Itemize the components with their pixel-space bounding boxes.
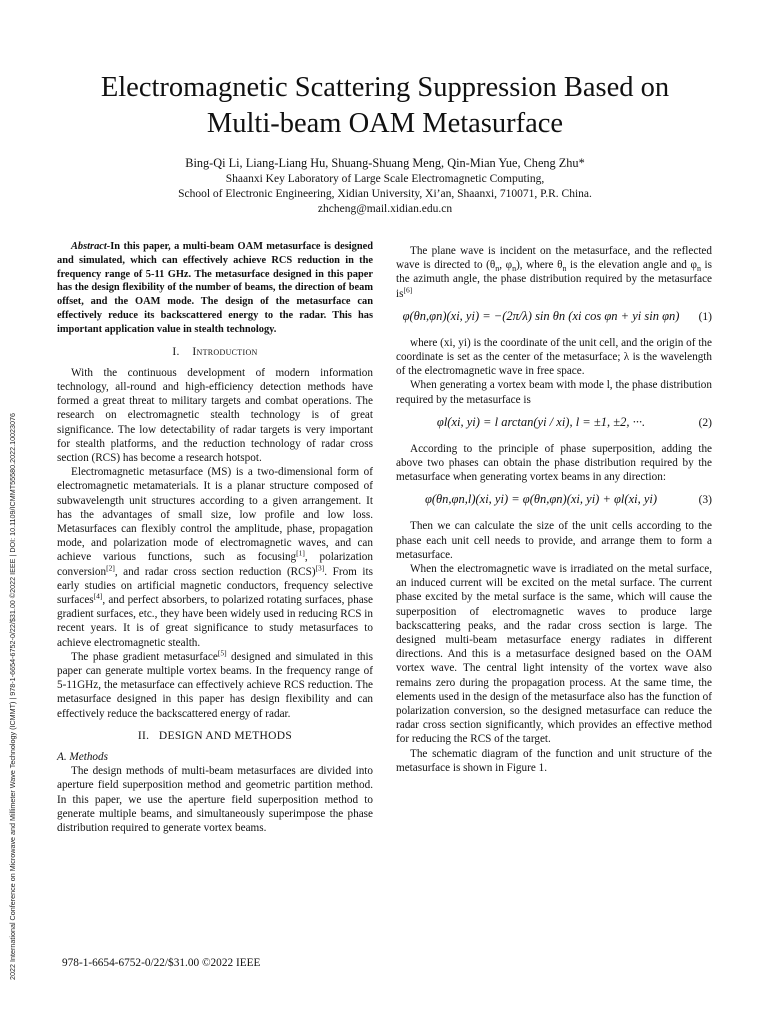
text-run: The plane wave is incident on the metasurface, and the reflected wave is directed to (θ (396, 245, 712, 272)
equation-1-number: (1) (698, 310, 712, 323)
equation-2-body: φl(xi, yi) = l arctan(yi / xi), l = ±1, ±2, ···. (436, 414, 646, 429)
equation-1-body: φ(θn,φn)(xi, yi) = −(2π/λ) sin θn (xi cos φn + yi sin φn) (402, 308, 680, 323)
equation-3 (396, 488, 712, 514)
subscript: n (512, 264, 517, 274)
text-run: ), where θ (516, 259, 563, 272)
subscript: n (495, 264, 500, 274)
section-title: DESIGN AND METHODS (158, 729, 293, 742)
equation-3-body: φ(θn,φn,l)(xi, yi) = φ(θn,φn)(xi, yi) + φl(xi, yi) (424, 492, 658, 507)
citation: [2] (106, 562, 115, 572)
vortex-mode-paragraph: When generating a vortex beam with mode l, the phase distribution required by the metasurface is (396, 379, 712, 406)
text-run: designed and simulated in this paper can generate multiple vortex beams. In the frequency range of 5-11GHz, the metasurface can effectively achieve RCS reduction. The metasurface designed in this paper has design flexibility and can effectively reduce the backscattered energy of radar. (57, 650, 373, 720)
author-email: zhcheng@mail.xidian.edu.cn (317, 203, 453, 215)
section-heading-design-and-methods (57, 729, 373, 743)
section-number: II. (137, 729, 150, 742)
abstract (57, 240, 373, 337)
affiliation-line-2: School of Electronic Engineering, Xidian University, Xi’an, Shaanxi, 710071, P.R. China. (178, 188, 592, 200)
abstract-text: In this paper, a multi-beam OAM metasurface is designed and simulated, which can effectively achieve RCS reduction in the frequency range of 5-11 GHz. The metasurface designed in this paper has the design flexibility of the number of beams, the direction of beam offset, and the OAM mode. The design of the metasurface can effectively reduce its backscattered energy to the radar. This has important application value in stealth technology. (57, 241, 373, 335)
intro-paragraph-3 (57, 650, 373, 721)
paper-title (60, 70, 710, 142)
text-run: . From its early studies on artificial magnetic conductors, frequency selective surfaces (57, 565, 373, 607)
copyright-footer: 978-1-6654-6752-0/22/$31.00 ©2022 IEEE (62, 957, 261, 969)
subsection-heading-methods: A. Methods (57, 751, 108, 764)
unit-cell-paragraph: Then we can calculate the size of the unit cells according to the phase each unit cell needs to provide, and arrange them to form a metasurface. (396, 520, 712, 561)
doi-sidebar (7, 190, 19, 980)
section-number: I. (172, 345, 180, 358)
abstract-label: Abstract- (71, 241, 111, 252)
section-heading-introduction (57, 345, 373, 359)
text-run: The phase gradient metasurface (71, 650, 218, 663)
subscript: n (562, 264, 567, 274)
intro-paragraph-2 (57, 465, 373, 650)
text-run: is the elevation angle and φ (566, 259, 697, 272)
text-run: , polarization conversion (57, 551, 373, 578)
equation-2-number: (2) (698, 416, 712, 429)
subscript: n (696, 264, 701, 274)
equation-3-number: (3) (698, 494, 712, 507)
left-column (57, 240, 373, 835)
paper-title-line-2: Multi-beam OAM Metasurface (206, 108, 564, 139)
section-title: Introduction (192, 345, 258, 358)
equation-1 (396, 305, 712, 331)
right-column (396, 244, 712, 775)
figure-reference-paragraph: The schematic diagram of the function and unit structure of the metasurface is shown in Figure 1. (396, 747, 712, 774)
text-run: is the azimuth angle, the phase distribution required by the metasurface is (396, 259, 712, 300)
citation: [5] (217, 648, 227, 658)
equation-2 (396, 411, 712, 437)
text-run: Electromagnetic metasurface (MS) is a two-dimensional form of electromagnetic metamaterials. It is a planar structure composed of subwavelength unit structures according to a given arrangement. It has the advantages of small size, low profile and low loss. Metasurfaces can flexibly control the amplitude, phase, propagation mode, and polarization mode of electromagnetic waves, and can achieve various functions, such as focusing (57, 466, 373, 564)
citation: [4] (93, 591, 103, 601)
coordinate-paragraph: where (xi, yi) is the coordinate of the unit cell, and the origin of the coordinate is set as the center of the metasurface; λ is the wavelength of the electromagnetic wave in free space. (396, 336, 712, 378)
citation: [1] (296, 548, 305, 558)
author-list: Bing-Qi Li, Liang-Liang Hu, Shuang-Shuang Meng, Qin-Mian Yue, Cheng Zhu* (185, 156, 585, 170)
citation: [6] (403, 284, 413, 294)
methods-paragraph-1: The design methods of multi-beam metasurfaces are divided into aperture field superposition method and geometric partition method. In this paper, we use the aperture field superposition method to generate multiple beams, and simultaneously superimpose the phase distribution required to generate vortex beams. (57, 765, 373, 835)
paper-title-line-1: Electromagnetic Scattering Suppression Based on (100, 72, 670, 103)
text-run: , φ (499, 259, 513, 272)
text-run: , and radar cross section reduction (RCS) (114, 565, 316, 578)
affiliation-line-1: Shaanxi Key Laboratory of Large Scale Electromagnetic Computing, (225, 173, 545, 185)
metal-surface-paragraph: When the electromagnetic wave is irradiated on the metal surface, an induced current will be excited on the metal surface. The current phase excited by the metal surface is the same, which will cause the superposition of electromagnetic waves to produce large backscattering peaks, and the radar cross section is large. The designed multi-beam metasurface energy radiates in different directions. And this is a metasurface designed based on the OAM vortex wave. The central light intensity of the vortex wave also remains zero during the propagation process. At the same time, the elements used in the design of the metasurface also has the function of polarization conversion, so the designed metasurface can reduce the radar cross section significantly, which provides an effective method for reducing the RCS of the target. (396, 563, 712, 746)
intro-paragraph-1: With the continuous development of modern information technology, all-round and high-efficiency detection methods have formed a great threat to military targets and combat operations. The research on electromagnetic stealth technology is of great significance. The low detectability of radar targets is very important for stealth platforms, and the reduction technology of radar cross section (RCS) has become a research hotspot. (57, 366, 373, 464)
doi-sidebar-text: 2022 International Conference on Microwave and Millimeter Wave Technology (ICMMT) | 978-1-6654-6752-0/22/$31.00 ©2022 IEEE | DOI: 10.1109/ICMMT55580.2022.10023076 (8, 412, 17, 980)
affiliation (60, 172, 710, 217)
plane-wave-paragraph (396, 244, 712, 301)
superposition-paragraph: According to the principle of phase superposition, adding the above two phases can obtain the phase distribution required by the metasurface when generating vortex beams in any direction: (396, 442, 712, 484)
citation: [3] (315, 562, 325, 572)
text-run: , and perfect absorbers, to polarized rotating surfaces, phase gradient surfaces, etc., they have been widely used in reducing RCS in recent years. It is of great significance to study metasurfaces to achieve electromagnetic stealth. (57, 594, 373, 649)
